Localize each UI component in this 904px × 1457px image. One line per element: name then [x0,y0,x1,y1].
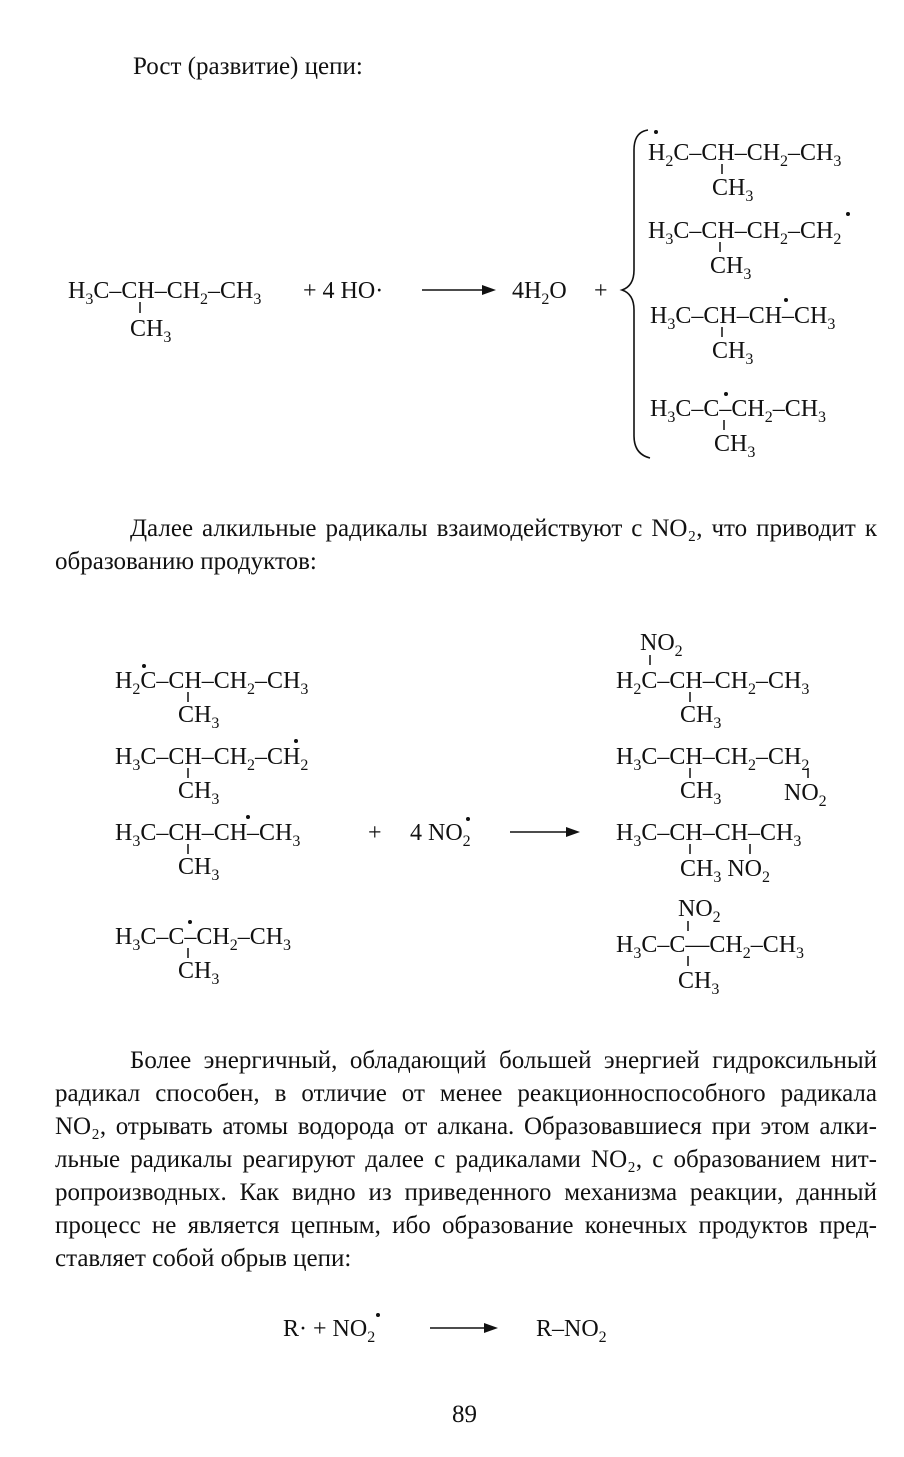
section-heading: Рост (развитие) цепи: [133,53,363,80]
plus-sign: + [594,278,608,304]
svg-text:CH3: $CH_3$ [178,854,220,884]
svg-text:CH3: $CH_3$ [178,702,220,732]
text-line: процесс не является цепным, ибо образование конечных продуктов пред- [55,1212,877,1239]
radical-4 [650,392,826,461]
svg-text:H3C–CH–CH–CH3: $H_3C-CH-CH-CH_3$ [115,820,301,850]
text-line: радикал способен, в отличие от менее реакционноспособного радикала [55,1080,877,1107]
svg-text:H3C–CH–CH2–CH2: $H_3C-CH-CH_2-CH_2$ [616,744,810,774]
text-line: ропроизводных. Как видно из приведенного механизма реакции, данный [55,1179,877,1206]
svg-text:CH3: $CH_3$ [710,253,752,283]
radical-2 [648,212,850,283]
text-line: NO₂, отрывать атомы водорода от алкана. Образовавшиеся при этом алки- [55,1113,877,1140]
svg-text:H3C–C–CH2–CH3: $H_3C-C-CH_2-CH_3$ [650,396,827,426]
svg-text:CH3 NO2: $CH_3$ $NO_2$ [680,856,771,886]
svg-text:CH3: $CH_3$ [130,316,172,346]
svg-text:CH3: $CH_3$ [712,175,754,205]
termination-right: $R-NO_2$ [536,1316,607,1346]
termination-scheme [0,1300,904,1360]
paragraph-1 [55,512,877,578]
reaction-arrow [430,1323,498,1333]
svg-text:NO2: $NO_2$ [640,630,683,660]
svg-text:H3C–C–CH2–CH3: $H_3C-C-CH_2-CH_3$ [115,924,292,954]
curly-brace [622,130,650,458]
svg-text:H2C–CH–CH2–CH3: $H_2C-CH-CH_2-CH_3$ [616,668,810,698]
svg-text:H2C–CH–CH2–CH3: $H_2C-CH-CH_2-CH_3$ [115,668,309,698]
radical-3 [650,298,835,368]
reagent-hydroxyl: + 4 HO· [303,278,384,304]
text-line: Далее алкильные радикалы взаимодействуют с NO₂, что приводит к [130,515,877,542]
radical-1 [648,130,841,205]
svg-text:CH3: $CH_3$ [680,778,722,808]
text-line: льные радикалы реагируют далее с радикалами NO₂, с образованием нит- [55,1146,877,1173]
left-radical-2 [115,739,308,808]
text-line: Более энергичный, обладающий большей энергией гидроксильный [130,1047,877,1074]
svg-text:H3C–CH–CH–CH3: $H_3C-CH-CH-CH_3$ [650,303,836,333]
propagation-scheme [0,110,904,480]
page-number: 89 [452,1401,477,1428]
svg-text:NO2: $NO_2$ [784,780,827,810]
termination-left: $R\cdot + NO_2$ [283,1316,376,1346]
plus-sign: + [368,820,382,846]
svg-text:CH3: $CH_3$ [680,702,722,732]
product-4 [616,896,804,998]
reaction-arrow [422,285,496,295]
text-line: образованию продуктов: [55,548,317,575]
svg-text:H3C–CH–CH2–CH2: $H_3C-CH-CH_2-CH_2$ [648,218,842,248]
svg-text:CH3: $CH_3$ [714,431,756,461]
svg-text:CH3: $CH_3$ [712,338,754,368]
reagent-no2: 4 $NO_2$ [410,820,471,850]
left-radical-3 [115,815,300,884]
svg-text:CH3: $CH_3$ [178,958,220,988]
left-radical-4 [115,920,291,988]
svg-text:H3C–CH–CH2–CH3: $H_3C-CH-CH_2-CH_3$ [68,278,262,308]
svg-text:H3C–C—CH2–CH3: $H_3C-C—CH_2-CH_3$ [616,932,805,962]
svg-text:CH3: $CH_3$ [178,778,220,808]
svg-text:CH3: $CH_3$ [678,968,720,998]
product-3 [616,820,801,886]
product-1 [616,630,809,732]
product-water: $4H_2O$ [512,278,567,308]
svg-text:H2C–CH–CH2–CH3: $H_2C-CH-CH_2-CH_3$ [648,140,842,170]
svg-text:H3C–CH–CH2–CH2: $H_3C-CH-CH_2-CH_2$ [115,744,309,774]
reactant-2-methylbutane [68,278,261,346]
product-2 [616,744,827,810]
text-line: ставляет собой обрыв цепи: [55,1245,352,1272]
nitration-scheme [0,620,904,1010]
svg-text:H3C–CH–CH–CH3: $H_3C-CH-CH-CH_3$ [616,820,802,850]
left-radical-1 [115,664,308,732]
reaction-arrow [510,827,580,837]
svg-text:NO2: $NO_2$ [678,896,721,926]
paragraph-2 [55,1044,877,1275]
